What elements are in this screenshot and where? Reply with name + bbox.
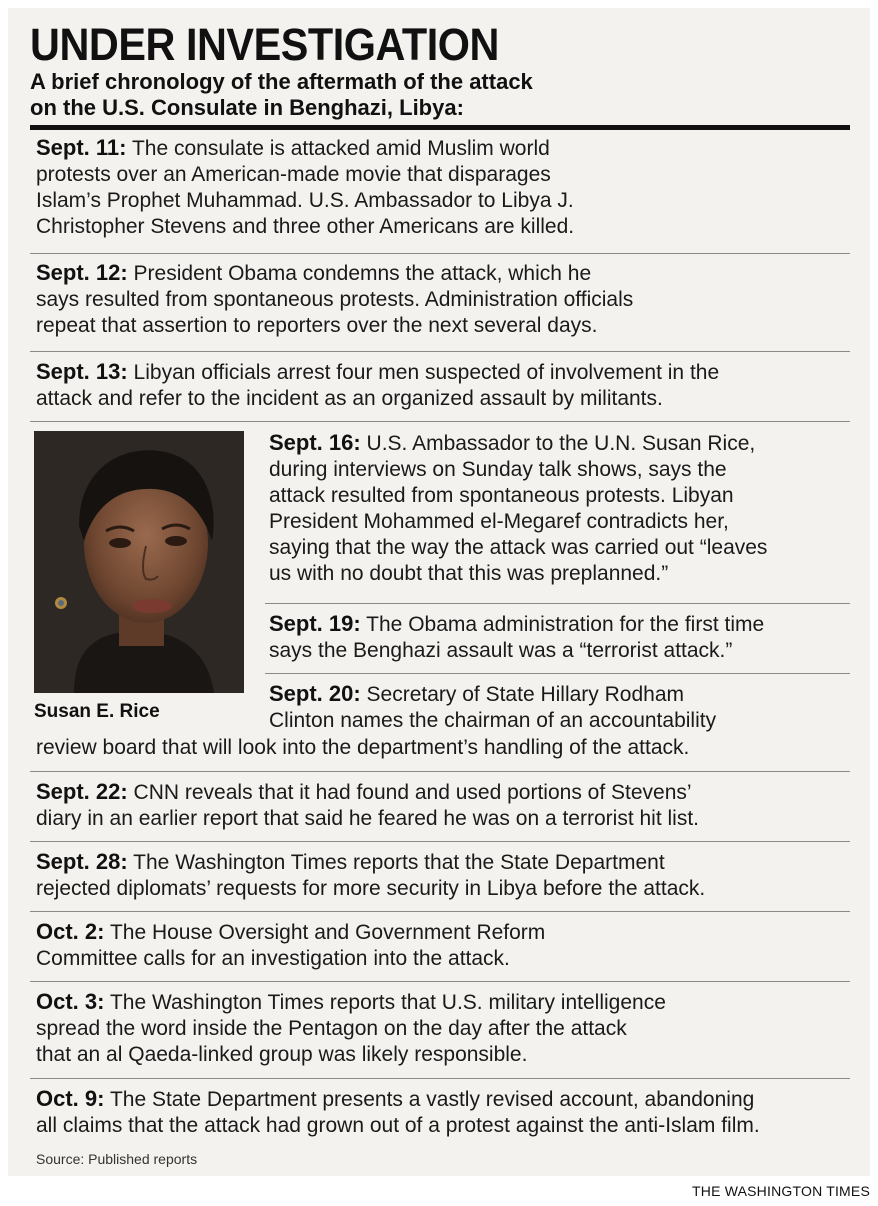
entry-sept-20-continued — [36, 735, 689, 761]
divider — [30, 1078, 850, 1079]
entry-oct-9 — [36, 1086, 760, 1139]
entry-text: The consulate is attacked amid Muslim world — [131, 137, 550, 160]
entry-sept-11 — [36, 135, 574, 240]
divider — [265, 603, 850, 604]
divider — [30, 771, 850, 772]
divider — [30, 421, 850, 422]
entry-text: attack and refer to the incident as an organized assault by militants. — [36, 387, 663, 410]
entry-oct-2 — [36, 919, 545, 972]
entry-text: The House Oversight and Government Reform — [109, 921, 546, 944]
photo-caption: Susan E. Rice — [34, 701, 160, 722]
entry-text: protests over an American-made movie that disparages — [36, 163, 551, 186]
entry-oct-3 — [36, 989, 666, 1068]
entry-text: President Mohammed el-Megaref contradicts her, — [269, 510, 729, 533]
divider — [265, 673, 850, 674]
entry-text: us with no doubt that this was preplanned.” — [269, 562, 669, 585]
entry-text: The Obama administration for the first time — [366, 613, 765, 636]
entry-date: Oct. 9: — [36, 1086, 105, 1111]
divider — [30, 841, 850, 842]
divider — [30, 351, 850, 352]
entry-date: Oct. 2: — [36, 919, 105, 944]
entry-text: Libyan officials arrest four men suspected of involvement in the — [133, 361, 720, 384]
divider — [30, 981, 850, 982]
entry-text: spread the word inside the Pentagon on the day after the attack — [36, 1017, 627, 1040]
entry-text: Christopher Stevens and three other Americans are killed. — [36, 215, 575, 238]
entry-text: President Obama condemns the attack, which he — [133, 262, 592, 285]
entry-date: Sept. 12: — [36, 260, 128, 285]
entry-text: says the Benghazi assault was a “terrorist attack.” — [269, 639, 733, 662]
entry-text: diary in an earlier report that said he feared he was on a terrorist hit list. — [36, 807, 699, 830]
entry-sept-22 — [36, 779, 699, 832]
entry-date: Sept. 11: — [36, 135, 127, 160]
entry-sept-13 — [36, 359, 719, 412]
headline: UNDER INVESTIGATION — [30, 19, 499, 70]
divider — [30, 253, 850, 254]
entry-text: all claims that the attack had grown out of a protest against the anti-Islam film. — [36, 1114, 760, 1137]
entry-text: saying that the way the attack was carried out “leaves — [269, 536, 768, 559]
portrait-illustration — [34, 431, 244, 693]
entry-text: The State Department presents a vastly revised account, abandoning — [109, 1088, 755, 1111]
entry-text: Islam’s Prophet Muhammad. U.S. Ambassador to Libya J. — [36, 189, 574, 212]
entry-text: The Washington Times reports that U.S. military intelligence — [109, 991, 666, 1014]
entry-text: says resulted from spontaneous protests. Administration officials — [36, 288, 634, 311]
source-note: Source: Published reports — [36, 1151, 198, 1167]
susan-rice-photo — [34, 431, 244, 693]
entry-date: Oct. 3: — [36, 989, 105, 1014]
entry-sept-28 — [36, 849, 705, 902]
entry-text: attack resulted from spontaneous protests. Libyan — [269, 484, 734, 507]
entry-text: rejected diplomats’ requests for more security in Libya before the attack. — [36, 877, 706, 900]
header-rule — [30, 125, 850, 130]
entry-sept-19 — [269, 611, 764, 664]
subhead-line-2: on the U.S. Consulate in Benghazi, Libya: — [30, 95, 464, 120]
entry-text: during interviews on Sunday talk shows, says the — [269, 458, 727, 481]
entry-text: Secretary of State Hillary Rodham — [366, 683, 685, 706]
entry-text: that an al Qaeda-linked group was likely responsible. — [36, 1043, 528, 1066]
entry-text: Committee calls for an investigation into the attack. — [36, 947, 510, 970]
entry-sept-20 — [269, 681, 716, 734]
entry-date: Sept. 13: — [36, 359, 128, 384]
entry-date: Sept. 20: — [269, 681, 361, 706]
entry-sept-16 — [269, 430, 767, 587]
entry-date: Sept. 19: — [269, 611, 361, 636]
entry-text: repeat that assertion to reporters over the next several days. — [36, 314, 598, 337]
entry-text: review board that will look into the department’s handling of the attack. — [36, 736, 690, 759]
entry-date: Sept. 22: — [36, 779, 128, 804]
entry-date: Sept. 16: — [269, 430, 361, 455]
entry-text: The Washington Times reports that the State Department — [133, 851, 665, 874]
entry-sept-12 — [36, 260, 633, 339]
publisher-credit: THE WASHINGTON TIMES — [692, 1183, 870, 1199]
subhead-line-1: A brief chronology of the aftermath of the attack — [30, 69, 533, 94]
divider — [30, 911, 850, 912]
subhead — [30, 69, 533, 121]
entry-text: U.S. Ambassador to the U.N. Susan Rice, — [366, 432, 756, 455]
entry-text: CNN reveals that it had found and used portions of Stevens’ — [133, 781, 692, 804]
entry-text: Clinton names the chairman of an accountability — [269, 709, 717, 732]
entry-date: Sept. 28: — [36, 849, 128, 874]
